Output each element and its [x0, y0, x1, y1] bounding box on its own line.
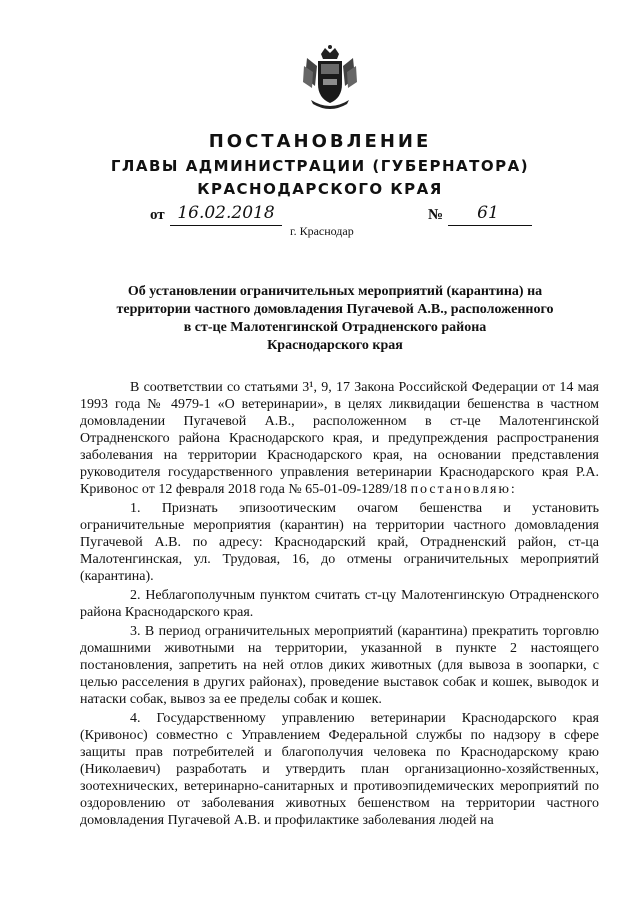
clause-2: 2. Неблагополучным пунктом считать ст-цу Малотенгинскую Отрадненского района Краснодарского края. — [80, 588, 599, 620]
clause-4: 4. Государственному управлению ветеринарии Краснодарского края (Кривонос) совместно с Управлением Федеральной службы по надзору в сфере защиты прав потребителей и благополучия человека по Краснодарскому краю (Николаевич) разработать и утвердить план организационно-хозяйственных, зоотехнических, ветеринарно-санитарных и противоэпидемических мероприятий по оздоровлению от заболевания животных бешенством на территории частного домовладения Пугачевой А.В. и профилактике заболевания людей на — [80, 711, 599, 828]
subject-line: Об установлении ограничительных мероприятий (карантина) на — [127, 284, 543, 299]
preamble-text: В соответствии со статьями 3¹, 9, 17 Закона Российской Федерации от 14 мая 1993 года № 4979-1 «О ветеринарии», в целях ликвидации бешенства в частном домовладении Пугачевой А.В., расположенном в ст-це Малотенгинской Отрадненского района Краснодарского края, и предупреждения распространения заболевания на территории Краснодарского края, на основании представления руководителя государственного управления ветеринарии Краснодарского края Р.А. Кривонос от 12 февраля 2018 года № 65-01-09-1289/18 — [80, 380, 599, 497]
preamble-paragraph — [80, 379, 599, 498]
number-prefix: № — [428, 207, 444, 223]
subject-line: в ст-це Малотенгинской Отрадненского района — [183, 320, 487, 335]
decree-word: постановляю: — [410, 482, 517, 497]
document-type-title: ПОСТАНОВЛЕНИЕ — [208, 131, 432, 152]
clause-3: 3. В период ограничительных мероприятий (карантина) прекратить торговлю домашними животными на территории, указанной в пункте 2 настоящего постановления, запретить на ней отлов диких животных (для вывоза в зоопарки, с целью расселения в других районах), проведение выставок собак и кошек, выводок и натаски собак, вывоз за ее пределы собак и кошек. — [80, 624, 599, 707]
subject-line: территории частного домовладения Пугачевой А.В., расположенного — [116, 302, 554, 317]
issuing-authority: ГЛАВЫ АДМИНИСТРАЦИИ (ГУБЕРНАТОРА) — [110, 157, 530, 175]
issuing-city: г. Краснодар — [290, 224, 354, 238]
coat-of-arms-icon — [301, 44, 359, 112]
handwritten-date: 16.02.2018 — [177, 203, 275, 223]
document-subject — [105, 283, 565, 355]
issuing-region: КРАСНОДАРСКОГО КРАЯ — [197, 180, 443, 198]
number-underline — [448, 225, 532, 226]
document-body — [80, 379, 599, 831]
date-prefix: от — [150, 207, 165, 223]
subject-line: Краснодарского края — [267, 338, 403, 353]
date-underline — [170, 225, 282, 226]
handwritten-number: 61 — [477, 203, 499, 223]
clause-1: 1. Признать эпизоотическим очагом бешенства и установить ограничительные мероприятия (карантин) на территории частного домовладения Пугачевой А.В. по адресу: Краснодарский край, Отрадненский район, ст-ца Малотенгинская, ул. Трудовая, 16, до отмены ограничительных мероприятий (карантина). — [80, 501, 599, 584]
